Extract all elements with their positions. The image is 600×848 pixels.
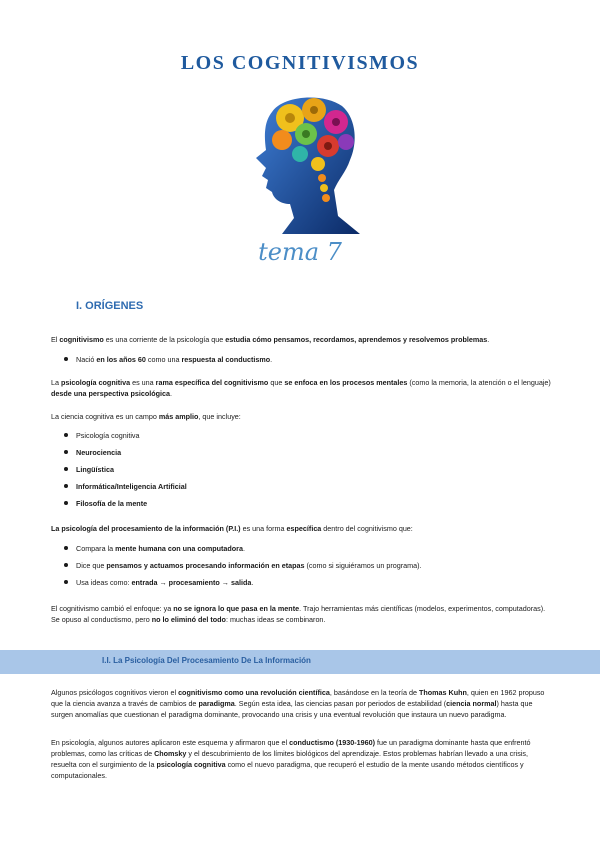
list-item: Dice que pensamos y actuamos procesando información en etapas (como si siguiéramos un programa). xyxy=(62,560,422,577)
bullet-list-fields xyxy=(62,430,187,515)
bullet-list-origin xyxy=(62,354,272,371)
paragraph-pi: La psicología del procesamiento de la información (P.I.) es una forma específica dentro del cognitivismo que: xyxy=(51,524,413,533)
list-item: Compara la mente humana con una computadora. xyxy=(62,543,422,560)
bullet-list-pi xyxy=(62,543,422,594)
page-title: LOS COGNITIVISMOS xyxy=(180,52,420,74)
brain-gears-head-icon xyxy=(242,92,360,234)
list-item: Usa ideas como: entrada → procesamiento → salida. xyxy=(62,577,422,594)
paragraph-kuhn: Algunos psicólogos cognitivos vieron el cognitivismo como una revolución científica, basándose en la teoría de Thomas Kuhn, quien en 1962 propuso que la ciencia avanza a través de cambios de paradigma. Según esta idea, las ciencias pasan por periodos de estabilidad (ciencia normal) hasta que surgen anomalías que cuestionan el paradigma dominante, provocando una crisis y una eventual revolución que instaura un nuevo paradigma. xyxy=(51,688,545,719)
list-item: Informática/Inteligencia Artificial xyxy=(62,481,187,498)
list-item: Psicología cognitiva xyxy=(62,430,187,447)
paragraph-shift: El cognitivismo cambió el enfoque: ya no se ignora lo que pasa en la mente. Trajo herramientas más científicas (modelos, experimentos, computadoras). Se opuso al conductismo, pero no lo eliminó del todo: muchas ideas se combinaron. xyxy=(51,604,546,624)
list-item: Neurociencia xyxy=(62,447,187,464)
subsection-band xyxy=(0,650,600,674)
paragraph-cognitive-science: La ciencia cognitiva es un campo más amplio, que incluye: xyxy=(51,412,241,421)
list-item: Lingüística xyxy=(62,464,187,481)
paragraph-intro: El cognitivismo es una corriente de la psicología que estudia cómo pensamos, recordamos, aprendemos y resolvemos problemas. xyxy=(51,335,490,344)
list-item: Filosofía de la mente xyxy=(62,498,187,515)
section-heading-pi: I.I. La Psicología Del Procesamiento De La Información xyxy=(102,656,311,665)
section-heading-origenes: I. ORÍGENES xyxy=(76,300,144,312)
paragraph-cognitive-psychology: La psicología cognitiva es una rama específica del cognitivismo que se enfoca en los procesos mentales (como la memoria, la atención o el lenguaje) desde una perspectiva psicológica. xyxy=(51,378,551,398)
list-item: Nació en los años 60 como una respuesta al conductismo. xyxy=(62,354,272,371)
subtitle: tema 7 xyxy=(258,238,342,266)
paragraph-paradigm: En psicología, algunos autores aplicaron este esquema y afirmaron que el conductismo (1930-1960) fue un paradigma dominante hasta que enfrentó problemas, como las críticas de Chomsky y el descubrimiento de los límites biológicos del aprendizaje. Estos problemas habrían llevado a una crisis, resuelta con el surgimiento de la psicología cognitiva como el nuevo paradigma, que recuperó el estudio de la mente usando métodos científicos y computacionales. xyxy=(51,738,531,780)
